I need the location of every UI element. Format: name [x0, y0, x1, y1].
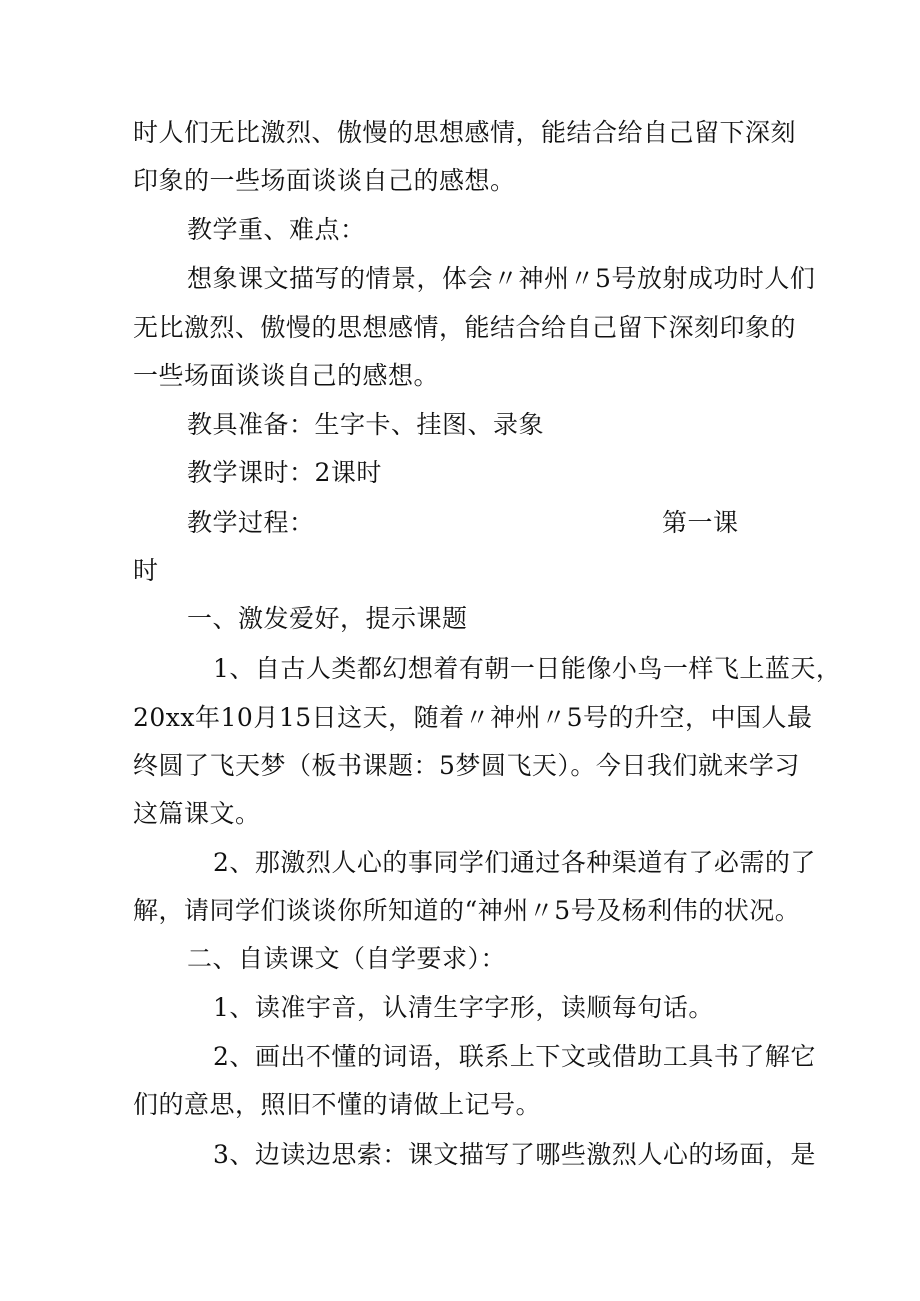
text-line: 一些场面谈谈自己的感想。	[133, 361, 440, 390]
text-line: 想象课文描写的情景，体会〃神州〃5号放射成功时人们	[187, 264, 816, 293]
heading-key-points: 教学重、难点：	[187, 215, 366, 244]
section-heading-2: 二、自读课文（自学要求）：	[187, 944, 507, 973]
text-line: 无比激烈、傲慢的思想感情，能结合给自己留下深刻印象的	[133, 313, 797, 342]
text-line: 2、那激烈人心的事同学们通过各种渠道有了必需的了	[213, 848, 816, 877]
text-line: 这篇课文。	[133, 799, 261, 828]
text-line: 终圆了飞天梦（板书课题：5梦圆飞天）。今日我们就来学习	[133, 751, 800, 780]
text-line: 时	[133, 556, 159, 585]
teaching-tools: 教具准备：生字卡、挂图、录象	[187, 410, 545, 439]
text-line: 1、自古人类都幻想着有朝一日能像小鸟一样飞上蓝天，	[213, 654, 842, 683]
text-line: 解，请同学们谈谈你所知道的“神州〃5号及杨利伟的状况。	[133, 896, 801, 925]
text-line: 20xx年10月15日这天，随着〃神州〃5号的升空，中国人最	[133, 703, 813, 732]
text-line: 们的意思，照旧不懂的请做上记号。	[133, 1090, 542, 1119]
teaching-process-label: 教学过程：	[187, 508, 315, 537]
text-line: 印象的一些场面谈谈自己的感想。	[133, 166, 516, 195]
text-line: 2、画出不懂的词语，联系上下文或借助工具书了解它	[213, 1042, 816, 1071]
section-heading-1: 一、激发爱好，提示课题	[187, 604, 468, 633]
text-line: 时人们无比激烈、傲慢的思想感情，能结合给自己留下深刻	[133, 118, 797, 147]
lesson-label: 第一课	[662, 508, 739, 537]
text-line: 1、读准宇音，认清生字字形，读顺每句话。	[213, 993, 714, 1022]
teaching-hours: 教学课时：2课时	[187, 458, 382, 487]
text-line: 3、边读边思索：课文描写了哪些激烈人心的场面，是	[213, 1140, 816, 1169]
